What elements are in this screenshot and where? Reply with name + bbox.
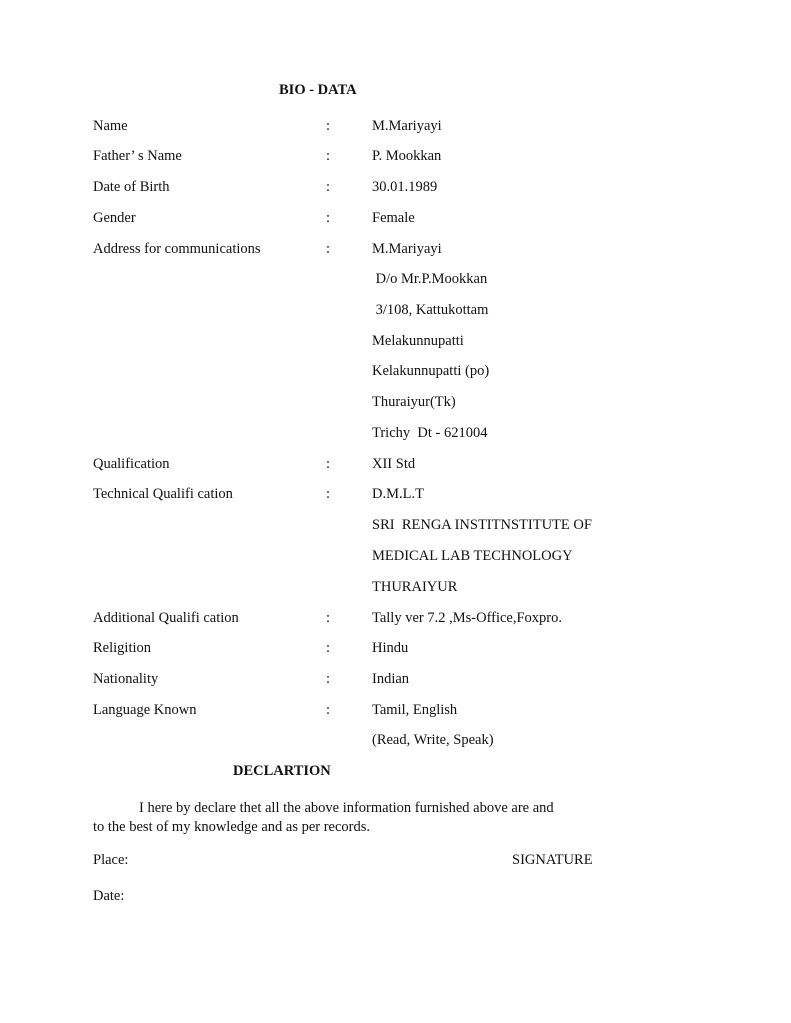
field-value: THURAIYUR	[372, 579, 458, 595]
document-title: BIO - DATA	[279, 82, 357, 98]
date-label: Date:	[93, 888, 125, 904]
field-row-date-of-birth	[0, 179, 791, 199]
field-value: Hindu	[372, 640, 409, 656]
field-row-gender	[0, 210, 791, 230]
field-value: Melakunnupatti	[372, 333, 464, 349]
field-row-language-detail	[0, 732, 791, 752]
declaration-title: DECLARTION	[233, 763, 331, 779]
field-colon: :	[326, 456, 331, 472]
field-row-address-line	[0, 425, 791, 445]
field-value: Trichy Dt - 621004	[372, 425, 488, 441]
field-row-institute-line	[0, 517, 791, 537]
field-colon: :	[326, 210, 331, 226]
field-value: 30.01.1989	[372, 179, 438, 195]
field-label: Nationality	[93, 671, 159, 687]
field-colon: :	[326, 241, 331, 257]
field-value: Tamil, English	[372, 702, 458, 718]
field-colon: :	[326, 702, 331, 718]
field-value: 3/108, Kattukottam	[372, 302, 489, 318]
field-row-institute-line	[0, 579, 791, 599]
field-label: Date of Birth	[93, 179, 170, 195]
place-label: Place:	[93, 852, 129, 868]
field-colon: :	[326, 179, 331, 195]
field-colon: :	[326, 671, 331, 687]
field-colon: :	[326, 118, 331, 134]
field-value: Indian	[372, 671, 410, 687]
field-value: Thuraiyur(Tk)	[372, 394, 456, 410]
field-row-address-line	[0, 271, 791, 291]
field-label: Address for communications	[93, 241, 261, 257]
field-row-additional-qualification	[0, 610, 791, 630]
field-value: Female	[372, 210, 415, 226]
field-label: Qualification	[93, 456, 170, 472]
field-value: D.M.L.T	[372, 486, 424, 502]
field-row-qualification	[0, 456, 791, 476]
field-row-address-line	[0, 333, 791, 353]
field-row-nationality	[0, 671, 791, 691]
field-value: (Read, Write, Speak)	[372, 732, 494, 748]
field-row-address-line	[0, 394, 791, 414]
declaration-text	[93, 799, 613, 837]
field-colon: :	[326, 148, 331, 164]
declaration-line: I here by declare thet all the above information furnished above are and	[139, 800, 554, 816]
field-label: Name	[93, 118, 128, 134]
field-row-language-known	[0, 702, 791, 722]
field-row-institute-line	[0, 548, 791, 568]
field-row-technical-qualification	[0, 486, 791, 506]
field-label: Additional Qualifi cation	[93, 610, 239, 626]
field-label: Gender	[93, 210, 136, 226]
field-row-address-line	[0, 302, 791, 322]
field-row-father-name	[0, 148, 791, 168]
field-colon: :	[326, 640, 331, 656]
field-value: D/o Mr.P.Mookkan	[372, 271, 488, 287]
field-row-address-line	[0, 363, 791, 383]
field-colon: :	[326, 486, 331, 502]
field-value: M.Mariyayi	[372, 118, 442, 134]
signature-label: SIGNATURE	[512, 852, 593, 868]
field-value: SRI RENGA INSTITNSTITUTE OF	[372, 517, 592, 533]
declaration-line: to the best of my knowledge and as per records.	[93, 819, 371, 835]
field-row-address	[0, 241, 791, 261]
field-value: Tally ver 7.2 ,Ms-Office,Foxpro.	[372, 610, 563, 626]
field-label: Technical Qualifi cation	[93, 486, 233, 502]
field-value: MEDICAL LAB TECHNOLOGY	[372, 548, 573, 564]
field-label: Father’ s Name	[93, 148, 182, 164]
field-value: P. Mookkan	[372, 148, 442, 164]
field-row-name	[0, 118, 791, 138]
field-label: Language Known	[93, 702, 197, 718]
field-row-religion	[0, 640, 791, 660]
field-colon: :	[326, 610, 331, 626]
field-value: M.Mariyayi	[372, 241, 442, 257]
field-value: Kelakunnupatti (po)	[372, 363, 490, 379]
field-label: Religition	[93, 640, 151, 656]
field-value: XII Std	[372, 456, 416, 472]
